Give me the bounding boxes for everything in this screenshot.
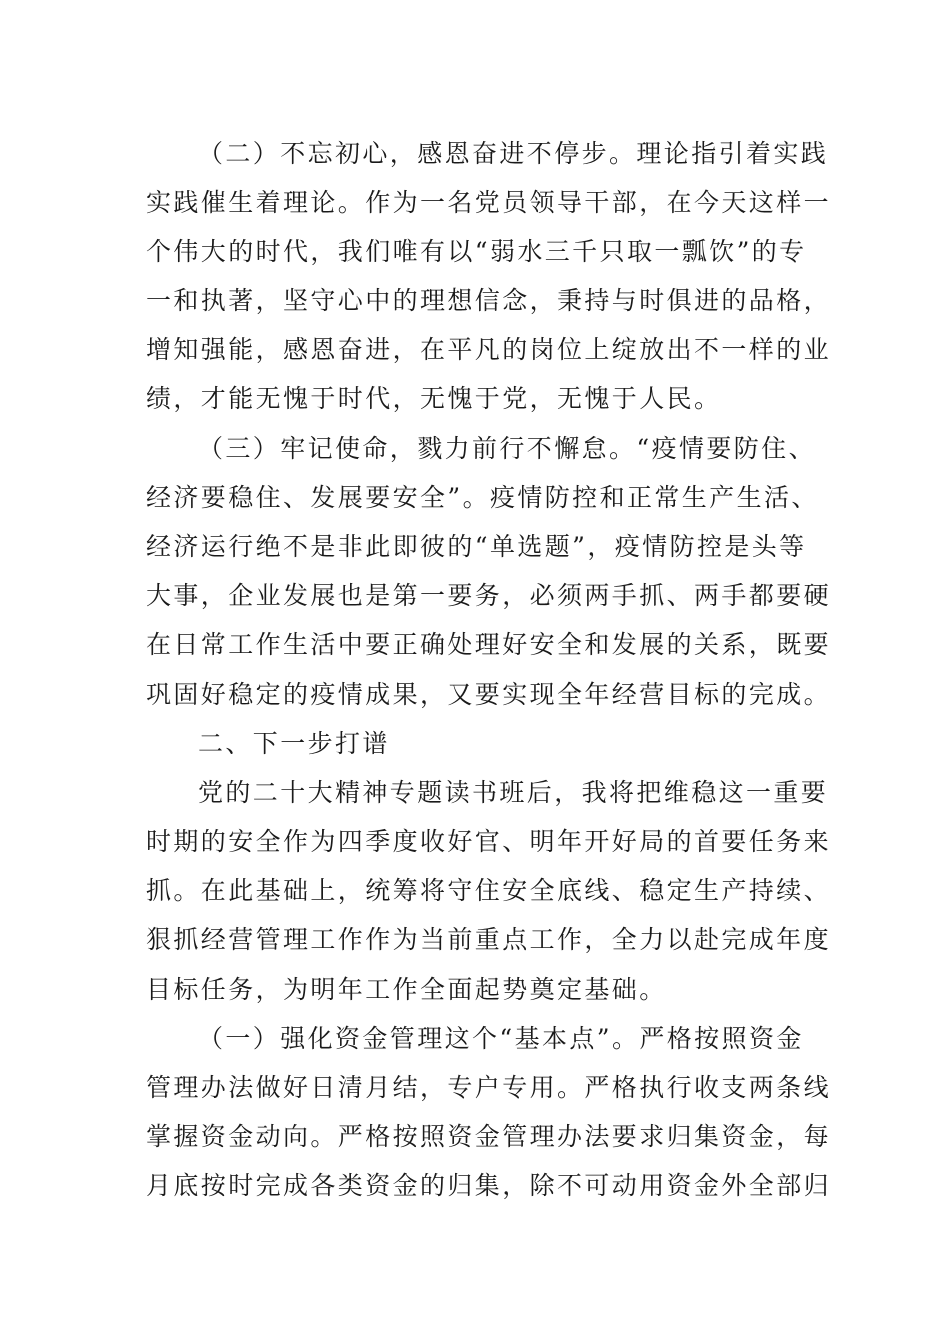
text-line: 经济要稳住、发展要安全”。疫情防控和正常生产生活、 bbox=[146, 483, 819, 512]
text-line: 在日常工作生活中要正确处理好安全和发展的关系，既要 bbox=[146, 630, 832, 659]
text-line: （一）强化资金管理这个“基本点”。严格按照资金 bbox=[198, 1024, 804, 1053]
text-line: 经济运行绝不是非此即彼的“单选题”，疫情防控是头等 bbox=[146, 532, 807, 561]
text-line: 巩固好稳定的疫情成果，又要实现全年经营目标的完成。 bbox=[146, 680, 832, 709]
text-line: 实践催生着理论。作为一名党员领导干部，在今天这样一 bbox=[146, 188, 832, 217]
text-line: 时期的安全作为四季度收好官、明年开好局的首要任务来 bbox=[146, 827, 832, 856]
text-line: （二）不忘初心，感恩奋进不停步。理论指引着实践 bbox=[198, 139, 829, 168]
text-line: 党的二十大精神专题读书班后，我将把维稳这一重要 bbox=[198, 778, 829, 807]
text-line: 个伟大的时代，我们唯有以“弱水三千只取一瓢饮”的专 bbox=[146, 237, 807, 266]
text-line: 狠抓经营管理工作作为当前重点工作，全力以赴完成年度 bbox=[146, 925, 832, 954]
text-line: 管理办法做好日清月结，专户专用。严格执行收支两条线 bbox=[146, 1073, 832, 1102]
section-heading: 二、下一步打谱 bbox=[198, 729, 390, 758]
text-line: 大事，企业发展也是第一要务，必须两手抓、两手都要硬 bbox=[146, 581, 832, 610]
text-line: 增知强能，感恩奋进，在平凡的岗位上绽放出不一样的业 bbox=[146, 335, 832, 364]
text-line: 目标任务，为明年工作全面起势奠定基础。 bbox=[146, 975, 667, 1004]
text-line: 绩，才能无愧于时代，无愧于党，无愧于人民。 bbox=[146, 384, 722, 413]
text-line: 抓。在此基础上，统筹将守住安全底线、稳定生产持续、 bbox=[146, 876, 832, 905]
text-line: 一和执著，坚守心中的理想信念，秉持与时俱进的品格， bbox=[146, 286, 832, 315]
text-line: 掌握资金动向。严格按照资金管理办法要求归集资金，每 bbox=[146, 1122, 832, 1151]
text-line: 月底按时完成各类资金的归集，除不可动用资金外全部归 bbox=[146, 1171, 832, 1200]
text-line: （三）牢记使命，戮力前行不懈怠。“疫情要防住、 bbox=[198, 434, 816, 463]
